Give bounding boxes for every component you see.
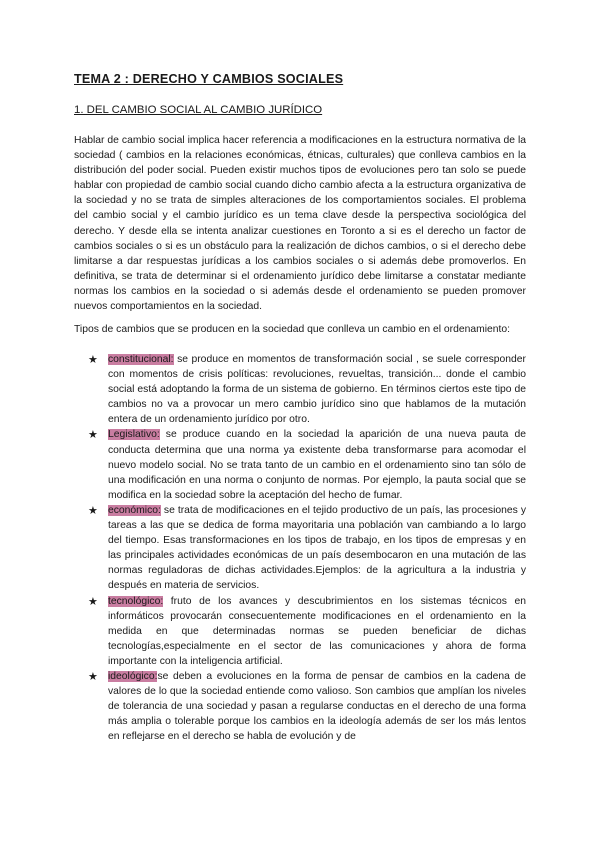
star-bullet-icon: ★ xyxy=(88,669,98,683)
item-text: se trata de modificaciones en el tejido productivo de un país, las procesiones y tareas a las que se dedica de forma mayoritaria una población van cambiando a lo largo del tiempo. Esas transformaciones en los tipos de trabajo, en los tipos de empresas y en las principales actividades económicas de un país desembocaron en una mutación de las normas reguladoras de dichas actividades.Ejemplos: de la agricultura a la industria y después en materia de servicios. xyxy=(108,504,526,592)
list-item-tecnologico xyxy=(88,594,526,669)
change-types-list xyxy=(88,352,526,744)
highlighted-term: ideológico: xyxy=(108,670,158,682)
list-item-constitucional xyxy=(88,352,526,427)
list-item-economico xyxy=(88,503,526,594)
list-item-legislativo xyxy=(88,427,526,502)
item-text: se produce en momentos de transformación social , se suele corresponder con momentos de crisis políticas: revoluciones, revueltas, transición... donde el cambio social está adoptando la forma de un sistema de gobierno. En términos ciertos este tipo de cambios no va a provocar un mero cambio jurídico sino que hablamos de la mutación entera de un ordenamiento jurídico por otro. xyxy=(108,354,526,426)
item-text: se produce cuando en la sociedad la aparición de una nueva pauta de conducta determina que una norma ya existente deba transformarse para acomodar el nuevo modelo social. No se trata tanto de un cambio en el ordenamiento sino tan sólo de una modificación en una norma o conjunto de normas. Por ejemplo, la pauta social que se modifica en la sociedad sobre la aceptación del hecho de fumar. xyxy=(108,429,526,501)
star-bullet-icon: ★ xyxy=(88,428,98,442)
star-bullet-icon: ★ xyxy=(88,594,98,608)
highlighted-term: tecnológico: xyxy=(108,595,164,607)
document-title: TEMA 2 : DERECHO Y CAMBIOS SOCIALES xyxy=(74,72,344,86)
section-heading: 1. DEL CAMBIO SOCIAL AL CAMBIO JURÍDICO xyxy=(74,104,323,116)
highlighted-term: constitucional: xyxy=(108,354,174,365)
highlighted-term: Legislativo: xyxy=(108,429,160,441)
highlighted-term: económico: xyxy=(108,504,161,516)
item-text: fruto de los avances y descubrimientos en los sistemas técnicos en informáticos provocarán consecuentemente modificaciones en el ordenamiento en la medida en que determinadas normas se pueden beneficiar de dichas tecnologías,especialmente en el sector de las comunicaciones y ahora de forma importante con la inteligencia artificial. xyxy=(108,595,526,667)
item-text: se deben a evoluciones en la forma de pensar de cambios en la cadena de valores de lo que la sociedad entiende como valioso. Son cambios que amplían los niveles de tolerancia de una sociedad y pasan a regularse conductas en el derecho de una forma más amplia o tolerable porque los cambios en la ideología además de ser los más lentos en reflejarse en el derecho se habla de evolución y de xyxy=(108,670,526,743)
star-bullet-icon: ★ xyxy=(88,353,98,366)
intro-paragraph: Hablar de cambio social implica hacer referencia a modificaciones en la estructura normativa de la sociedad ( cambios en la relaciones económicas, étnicas, culturales) que conlleva cambios en la distribución del poder social. Pueden existir muchos tipos de evoluciones pero tan solo se puede hablar con propiedad de cambio social cuando dicho cambio afecta a la estructura organizativa de la sociedad y no se trata de simples alteraciones de los comportamientos sociales. El problema del cambio social y el cambio jurídico es un tema clave desde la perspectiva sociológica del derecho. Y desde ella se intenta analizar cuestiones en Toronto a si es el derecho un factor de cambios sociales o si es un obstáculo para la realización de dichos cambios, o si el derecho debe limitarse a dar respuestas jurídicas a los cambios sociales o si además debe promoverlos. En definitiva, se trata de determinar si el ordenamiento jurídico debe limitarse a constatar mediante normas los cambios en la sociedad o si además desde el ordenamiento se pueden promover nuevos comportamientos en la sociedad. xyxy=(74,135,526,313)
list-item-ideologico xyxy=(88,669,526,744)
star-bullet-icon: ★ xyxy=(88,503,98,517)
types-intro-paragraph: Tipos de cambios que se producen en la sociedad que conlleva un cambio en el ordenamiento: xyxy=(74,324,511,335)
